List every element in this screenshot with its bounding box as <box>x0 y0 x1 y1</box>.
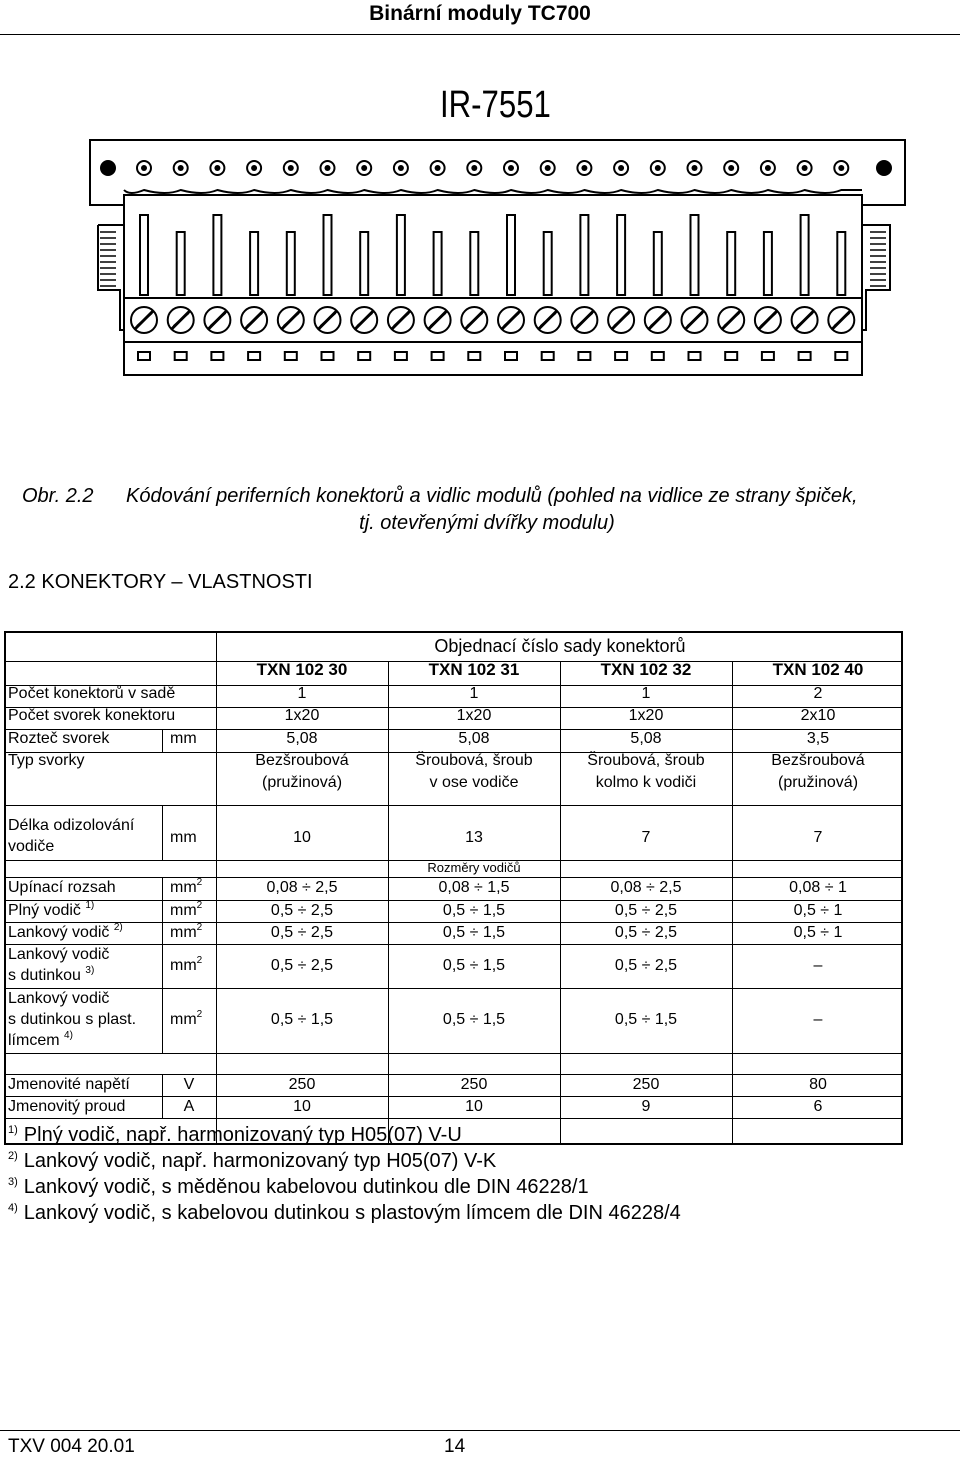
row-label: Lankový vodič <box>8 990 110 1007</box>
table-cell: 0,5 ÷ 1,5 <box>614 1011 678 1028</box>
table-cell: 1x20 <box>628 707 664 724</box>
footer-page-number: 14 <box>444 1436 466 1457</box>
row-label: límcem $^{4)}$ <box>8 1030 73 1049</box>
table-cell: Šroubová, šroub <box>587 752 705 769</box>
table-cell: (pružinová) <box>261 774 343 791</box>
footnote: $^{1)}$ Plný vodič, např. harmonizovaný typ H05(07) V-U <box>8 1124 462 1146</box>
table-cell: 0,08 ÷ 1 <box>789 879 847 896</box>
row-label: Počet svorek konektoru <box>8 707 176 724</box>
footer-rule <box>0 1430 960 1431</box>
row-label: s dutinkou s plast. <box>8 1011 137 1028</box>
table-cell: 0,5 ÷ 2,5 <box>614 902 678 919</box>
row-label: Lankový vodič <box>8 946 110 963</box>
table-cell: 5,08 <box>458 730 490 747</box>
table-cell: 10 <box>293 829 311 846</box>
table-cell: 0,5 ÷ 1 <box>793 902 843 919</box>
footer-doc-number: TXV 004 20.01 <box>8 1436 135 1457</box>
column-header: TXN 102 30 <box>256 660 348 679</box>
table-cell: 0,5 ÷ 2,5 <box>614 924 678 941</box>
table-cell: 2 <box>813 685 823 702</box>
row-label: Rozteč svorek <box>8 730 110 747</box>
table-cell: Bezšroubová <box>771 752 865 769</box>
table-cell: 1x20 <box>284 707 320 724</box>
row-label: Lankový vodič $^{2)}$ <box>8 922 123 941</box>
table-cell: 5,08 <box>286 730 318 747</box>
table-cell: 1 <box>469 685 479 702</box>
wire-dimensions-subheader: Rozměry vodičů <box>427 860 521 875</box>
module-title: IR-7551 <box>440 84 551 126</box>
figure-caption-line2: tj. otevřenými dvířky modulu) <box>359 512 615 534</box>
row-unit: $mm^2$ <box>170 922 203 941</box>
table-cell: – <box>813 957 823 974</box>
row-label: Typ svorky <box>8 752 85 769</box>
row-unit: mm <box>170 829 197 846</box>
table-cell: 250 <box>460 1076 488 1093</box>
table-cell: 0,5 ÷ 2,5 <box>270 902 334 919</box>
table-cell: 0,08 ÷ 2,5 <box>266 879 338 896</box>
table-cell: 0,08 ÷ 2,5 <box>610 879 682 896</box>
table-cell: 0,5 ÷ 1,5 <box>270 1011 334 1028</box>
row-label: Jmenovitý proud <box>8 1098 126 1115</box>
table-cell: 0,5 ÷ 2,5 <box>614 957 678 974</box>
table-cell: 0,5 ÷ 1 <box>793 924 843 941</box>
table-cell: 3,5 <box>806 730 830 747</box>
table-cell: kolmo k vodiči <box>595 774 697 791</box>
table-cell: 13 <box>465 829 483 846</box>
row-label: vodiče <box>8 838 55 855</box>
table-cell: 0,5 ÷ 2,5 <box>270 924 334 941</box>
table-cell: 2x10 <box>800 707 836 724</box>
table-cell: 9 <box>641 1098 651 1115</box>
table-cell: 0,5 ÷ 2,5 <box>270 957 334 974</box>
table-cell: 250 <box>632 1076 660 1093</box>
page-header-title: Binární moduly TC700 <box>369 2 591 25</box>
column-header: TXN 102 32 <box>600 660 692 679</box>
table-cell: 10 <box>465 1098 483 1115</box>
section-heading: 2.2 KONEKTORY – VLASTNOSTI <box>8 571 313 593</box>
table-cell: 6 <box>813 1098 823 1115</box>
table-cell: 1 <box>297 685 307 702</box>
table-cell: 0,08 ÷ 1,5 <box>438 879 510 896</box>
row-unit: A <box>183 1098 195 1115</box>
footnote: $^{3)}$ Lankový vodič, s měděnou kabelovou dutinkou dle DIN 46228/1 <box>8 1176 589 1198</box>
table-cell: 0,5 ÷ 1,5 <box>442 957 506 974</box>
row-unit: $mm^2$ <box>170 900 203 919</box>
footnote: $^{2)}$ Lankový vodič, např. harmonizovaný typ H05(07) V-K <box>8 1150 497 1172</box>
table-group-header: Objednací číslo sady konektorů <box>434 636 686 656</box>
row-label: Jmenovité napětí <box>8 1076 130 1093</box>
row-unit: $mm^2$ <box>170 955 203 974</box>
table-cell: 0,5 ÷ 1,5 <box>442 924 506 941</box>
column-header: TXN 102 40 <box>772 660 864 679</box>
row-label: Upínací rozsah <box>8 879 116 896</box>
table-cell: 1x20 <box>456 707 492 724</box>
row-label: Délka odizolování <box>8 817 135 834</box>
table-cell: 80 <box>809 1076 827 1093</box>
table-cell: 250 <box>288 1076 316 1093</box>
table-cell: Bezšroubová <box>255 752 349 769</box>
table-cell: v ose vodiče <box>429 774 519 791</box>
figure-caption-line1: Kódování periferních konektorů a vidlic modulů (pohled na vidlice ze strany špiček, <box>126 485 858 507</box>
row-label: Počet konektorů v sadě <box>8 685 176 702</box>
row-unit: mm <box>170 730 197 747</box>
row-unit: $mm^2$ <box>170 877 203 896</box>
figure-number: Obr. 2.2 <box>22 485 94 507</box>
row-unit: V <box>183 1076 195 1093</box>
table-cell: 0,5 ÷ 1,5 <box>442 1011 506 1028</box>
table-cell: 1 <box>641 685 651 702</box>
table-cell: Šroubová, šroub <box>415 752 533 769</box>
table-cell: 7 <box>641 829 651 846</box>
table-cell: 7 <box>813 829 823 846</box>
row-label: Plný vodič $^{1)}$ <box>8 900 95 919</box>
table-cell: 5,08 <box>630 730 662 747</box>
table-cell: – <box>813 1011 823 1028</box>
table-cell: 10 <box>293 1098 311 1115</box>
row-unit: $mm^2$ <box>170 1009 203 1028</box>
column-header: TXN 102 31 <box>428 660 520 679</box>
footnote: $^{4)}$ Lankový vodič, s kabelovou dutinkou s plastovým límcem dle DIN 46228/4 <box>8 1202 681 1224</box>
table-cell: (pružinová) <box>777 774 859 791</box>
row-label: s dutinkou $^{3)}$ <box>8 965 95 984</box>
table-cell: 0,5 ÷ 1,5 <box>442 902 506 919</box>
